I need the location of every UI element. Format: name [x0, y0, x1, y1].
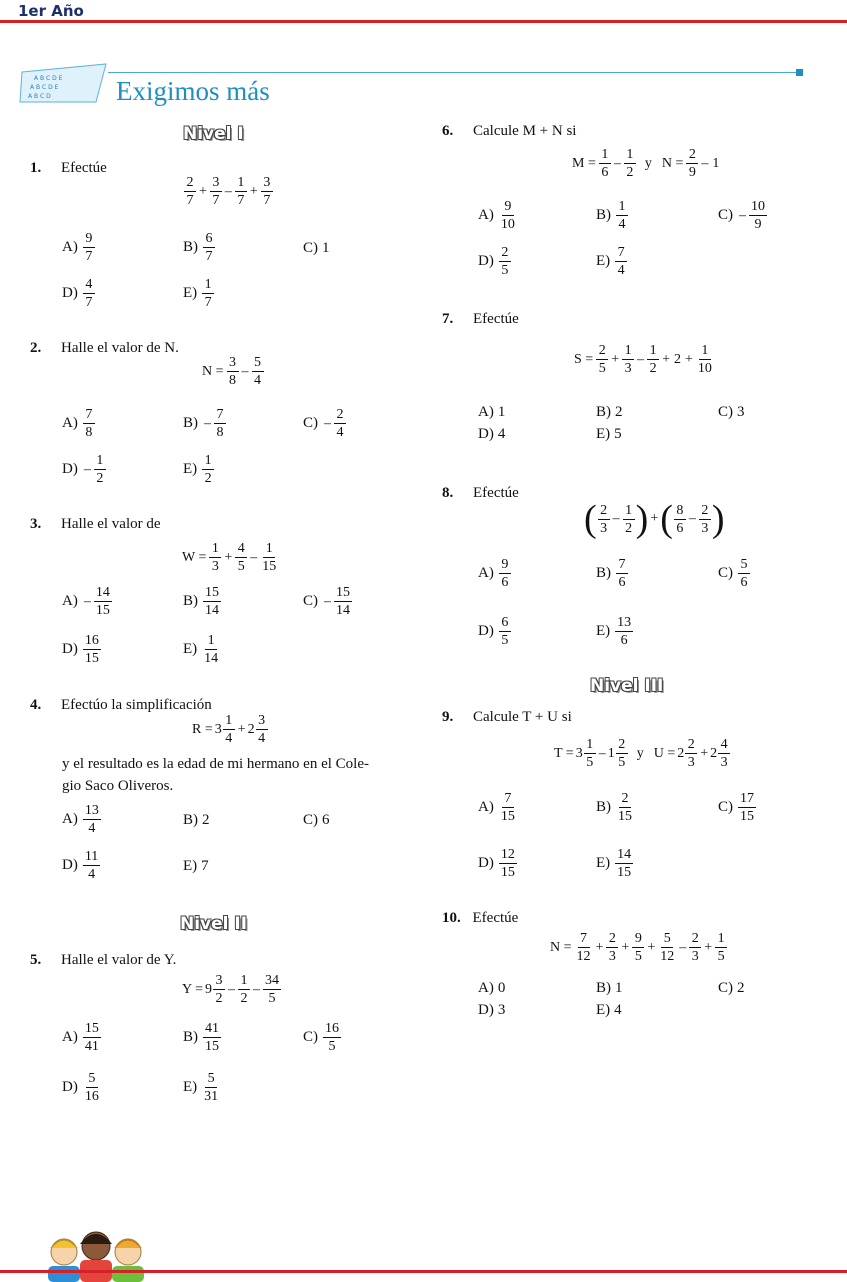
option-b[interactable]: B) $\frac{41}{15}$ [183, 1021, 219, 1054]
option-a[interactable]: A) $\frac{7}{15}$ [478, 791, 515, 824]
option-a[interactable]: A) 0 [478, 980, 506, 996]
expression: R = 3 $\frac{1}{4}$ + 2 $\frac{3}{4}$ [190, 712, 269, 747]
expression: W = $\frac{1}{3}$ + $\frac{4}{5}$ – $\frac{1}{15}$ [182, 541, 277, 574]
option-c[interactable]: C) $\frac{17}{15}$ [718, 791, 754, 824]
title-rule [108, 72, 798, 73]
option-d[interactable]: D) $\frac{2}{5}$ [478, 244, 512, 279]
option-a[interactable]: A) $\frac{15}{41}$ [62, 1021, 99, 1054]
option-a[interactable]: A) $\frac{9}{10}$ [478, 199, 515, 232]
option-d[interactable]: D) 3 [478, 1002, 506, 1018]
expression: M = $\frac{1}{6}$ – $\frac{1}{2}$ y N = $\frac{2}{9}$ – 1 [572, 147, 720, 180]
option-b[interactable]: B) $\frac{2}{15}$ [596, 791, 632, 824]
option-e[interactable]: E) $\frac{1}{2}$ [183, 452, 215, 487]
problem-8: 8. Efectúe [442, 485, 519, 501]
grade-label: 1er Año [18, 2, 84, 20]
problem-10: 10. Efectúe [442, 910, 519, 926]
problem-3: 3. Halle el valor de [30, 516, 161, 532]
svg-text:A B C D: A B C D [28, 93, 51, 100]
expression: ( $\frac{2}{3}$ – $\frac{1}{2}$ ) + ( $\frac{8}{6}$ – $\frac{2}{3}$ ) [584, 498, 725, 540]
option-b[interactable]: B) – $\frac{7}{8}$ [183, 406, 227, 441]
option-b[interactable]: B) $\frac{7}{6}$ [596, 556, 629, 591]
option-c[interactable]: C) – $\frac{10}{9}$ [718, 199, 765, 232]
svg-text:A B C D E: A B C D E [30, 84, 59, 91]
option-e[interactable]: E) $\frac{5}{31}$ [183, 1071, 219, 1104]
expression: Y = 9 $\frac{3}{2}$ – $\frac{1}{2}$ – $\frac{34}{5}$ [182, 973, 279, 1006]
option-e[interactable]: E) $\frac{14}{15}$ [596, 847, 632, 880]
problem-2: 2. Halle el valor de N. [30, 340, 179, 356]
level-heading: Nivel I [183, 124, 244, 144]
option-c[interactable]: C) $\frac{16}{5}$ [303, 1021, 339, 1054]
title-rule-dot [796, 69, 803, 76]
option-b[interactable]: B) 1 [596, 980, 623, 996]
problem-text: gio Saco Oliveros. [62, 778, 174, 794]
option-c[interactable]: C) 3 [718, 404, 745, 420]
expression: S = $\frac{2}{5}$ + $\frac{1}{3}$ – $\frac{1}{2}$ + 2 + $\frac{1}{10}$ [574, 343, 712, 376]
option-c[interactable]: C) $\frac{5}{6}$ [718, 556, 751, 591]
option-e[interactable]: E) $\frac{1}{14}$ [183, 633, 219, 666]
problem-7: 7. Efectúe [442, 311, 519, 327]
abc-book-icon [18, 62, 110, 106]
option-b[interactable]: B) 2 [596, 404, 623, 420]
option-d[interactable]: D) $\frac{5}{16}$ [62, 1071, 99, 1104]
option-d[interactable]: D) $\frac{16}{15}$ [62, 633, 99, 666]
option-e[interactable]: E) 4 [596, 1002, 622, 1018]
section-title: Exigimos más [116, 76, 270, 106]
option-a[interactable]: A) $\frac{9}{6}$ [478, 556, 512, 591]
option-d[interactable]: D) 4 [478, 426, 506, 442]
problem-text: Efectúe [61, 160, 107, 176]
option-e[interactable]: E) 7 [183, 858, 209, 874]
footer-rule [0, 1270, 847, 1273]
expression: $\frac{2}{7}$ + $\frac{3}{7}$ – $\frac{1}{7}$ + $\frac{3}{7}$ [183, 174, 274, 209]
problem-6: 6. Calcule M + N si [442, 123, 577, 139]
option-d[interactable]: D) $\frac{11}{4}$ [62, 849, 99, 882]
problem-text: y el resultado es la edad de mi hermano en el Cole- [62, 756, 369, 772]
option-c[interactable]: C) 6 [303, 812, 330, 828]
expression: T = 3 $\frac{1}{5}$ – 1 $\frac{2}{5}$ y U = 2 $\frac{2}{3}$ + 2 $\frac{4}{3}$ [552, 736, 731, 771]
header-rule [0, 20, 847, 23]
option-d[interactable]: D) – $\frac{1}{2}$ [62, 452, 107, 487]
option-c[interactable]: C) – $\frac{2}{4}$ [303, 406, 347, 441]
expression: N = $\frac{3}{8}$ – $\frac{5}{4}$ [200, 354, 265, 389]
problem-5: 5. Halle el valor de Y. [30, 952, 177, 968]
option-e[interactable]: E) 5 [596, 426, 622, 442]
option-d[interactable]: D) $\frac{4}{7}$ [62, 276, 96, 311]
level-heading: Nivel II [180, 914, 248, 934]
option-a[interactable]: A) $\frac{7}{8}$ [62, 406, 96, 441]
problem-1 [30, 160, 107, 177]
problem-number: 1. [30, 160, 42, 176]
option-b[interactable]: B) $\frac{6}{7}$ [183, 230, 216, 265]
problem-9: 9. Calcule T + U si [442, 709, 572, 725]
option-b[interactable]: B) 2 [183, 812, 210, 828]
option-e[interactable]: E) $\frac{1}{7}$ [183, 276, 215, 311]
option-d[interactable]: D) $\frac{6}{5}$ [478, 614, 512, 649]
option-e[interactable]: E) $\frac{13}{6}$ [596, 615, 632, 648]
option-b[interactable]: B) $\frac{1}{4}$ [596, 198, 629, 233]
option-a[interactable]: A) $\frac{9}{7}$ [62, 230, 96, 265]
svg-text:A B C D E: A B C D E [34, 75, 63, 82]
option-c[interactable]: C) 2 [718, 980, 745, 996]
problem-4: 4. Efectúo la simplificación [30, 697, 212, 713]
expression: N = $\frac{7}{12}$ + $\frac{2}{3}$ + $\frac{9}{5}$ + $\frac{5}{12}$ – $\frac{2}{3}$ + $\frac{1}{5}$ [548, 930, 728, 965]
option-a[interactable]: A) 1 [478, 404, 506, 420]
option-e[interactable]: E) $\frac{7}{4}$ [596, 244, 628, 279]
option-c[interactable]: C) – $\frac{15}{14}$ [303, 585, 350, 618]
option-b[interactable]: B) $\frac{15}{14}$ [183, 585, 219, 618]
option-c[interactable]: C) 1 [303, 240, 330, 256]
option-a[interactable]: A) – $\frac{14}{15}$ [62, 585, 110, 618]
kids-illustration [36, 1226, 156, 1282]
option-d[interactable]: D) $\frac{12}{15}$ [478, 847, 515, 880]
level-heading: Nivel III [590, 676, 664, 696]
option-a[interactable]: A) $\frac{13}{4}$ [62, 803, 99, 836]
